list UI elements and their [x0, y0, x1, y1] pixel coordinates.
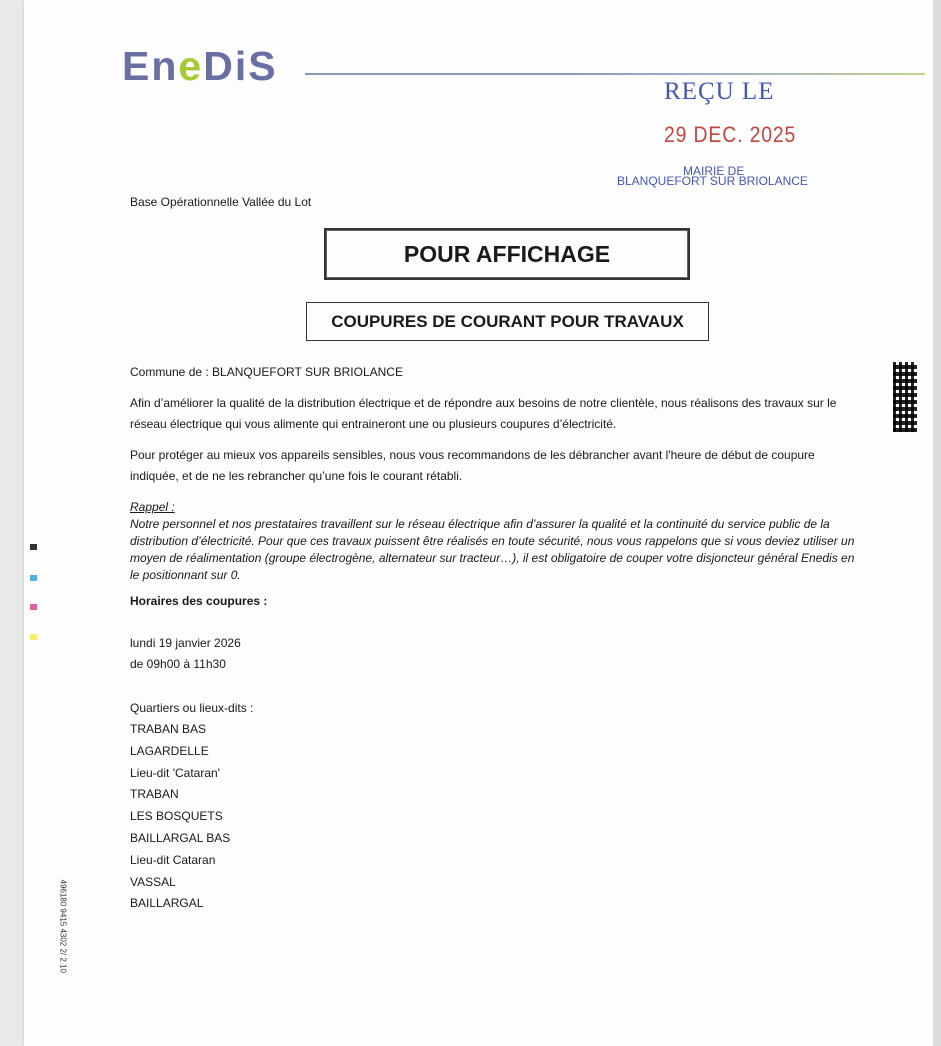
stamp-title: REÇU LE: [664, 78, 775, 105]
print-swatch-black: [30, 544, 37, 550]
subtitle-text: COUPURES DE COURANT POUR TRAVAUX: [331, 311, 684, 331]
stamp-date: 29 DEC. 2025: [664, 122, 797, 147]
print-swatch-yellow: [30, 634, 37, 640]
title-text: POUR AFFICHAGE: [403, 240, 611, 267]
stamp-mairie-line2: BLANQUEFORT SUR BRIOLANCE: [617, 174, 808, 188]
base-operationnelle: Base Opérationnelle Vallée du Lot: [130, 195, 312, 209]
page-edge: [933, 0, 941, 1046]
print-swatch-cyan: [30, 575, 37, 581]
list-item: BAILLARGAL: [130, 896, 204, 911]
list-item: Lieu-dit Cataran: [130, 852, 216, 867]
list-item: TRABAN BAS: [130, 722, 207, 736]
list-item: LES BOSQUETS: [130, 809, 223, 824]
enedis-logo: EneDiS: [122, 43, 278, 89]
paragraph-advice: Pour protéger au mieux vos appareils sensibles, nous vous recommandons de les débrancher avant l'heure de début de coupure indiquée, et de ne les rebrancher qu’une fois le courant rétabli.: [130, 448, 815, 483]
print-swatch-magenta: [30, 604, 37, 610]
datamatrix-code: [893, 362, 917, 432]
outage-time: de 09h00 à 11h30: [130, 657, 226, 671]
outage-date: lundi 19 janvier 2026: [130, 636, 241, 650]
horaires-heading: Horaires des coupures :: [130, 594, 268, 608]
quartiers-heading: Quartiers ou lieux-dits :: [130, 701, 254, 715]
subtitle-box: [306, 302, 709, 341]
quartiers-list: [130, 722, 230, 918]
side-print-code: 496180 9415 4302 2/ 2 10: [58, 879, 68, 973]
list-item: TRABAN: [130, 787, 179, 802]
list-item: BAILLARGAL BAS: [130, 830, 231, 845]
list-item: LAGARDELLE: [130, 743, 209, 758]
stamp-mairie-line1: MAIRIE DE: [683, 164, 745, 178]
commune-line: Commune de : BLANQUEFORT SUR BRIOLANCE: [130, 365, 403, 379]
rappel-heading: Rappel :: [130, 500, 175, 514]
paragraph-intro: Afin d’améliorer la qualité de la distribution électrique et de répondre aux besoins de notre clientèle, nous réalisons des travaux sur le réseau électrique qui vous alimente qui entraineront une ou plusieurs coupures d’électricité.: [130, 396, 837, 431]
header-rule: [305, 73, 925, 75]
list-item: Lieu-dit 'Cataran': [130, 765, 220, 780]
title-box: [324, 228, 690, 280]
rappel-text: Notre personnel et nos prestataires travaillent sur le réseau électrique afin d’assurer la qualité et la continuité du service public de la distribution d’électricité. Pour que ces travaux puissent être réalisés en toute sécurité, nous vous rappelons que si vous deviez utiliser un moyen de réalimentation (groupe électrogène, alternateur sur tracteur…), il est obligatoire de couper votre disjoncteur général Enedis en le positionnant sur 0.: [130, 517, 855, 582]
list-item: VASSAL: [130, 874, 176, 889]
